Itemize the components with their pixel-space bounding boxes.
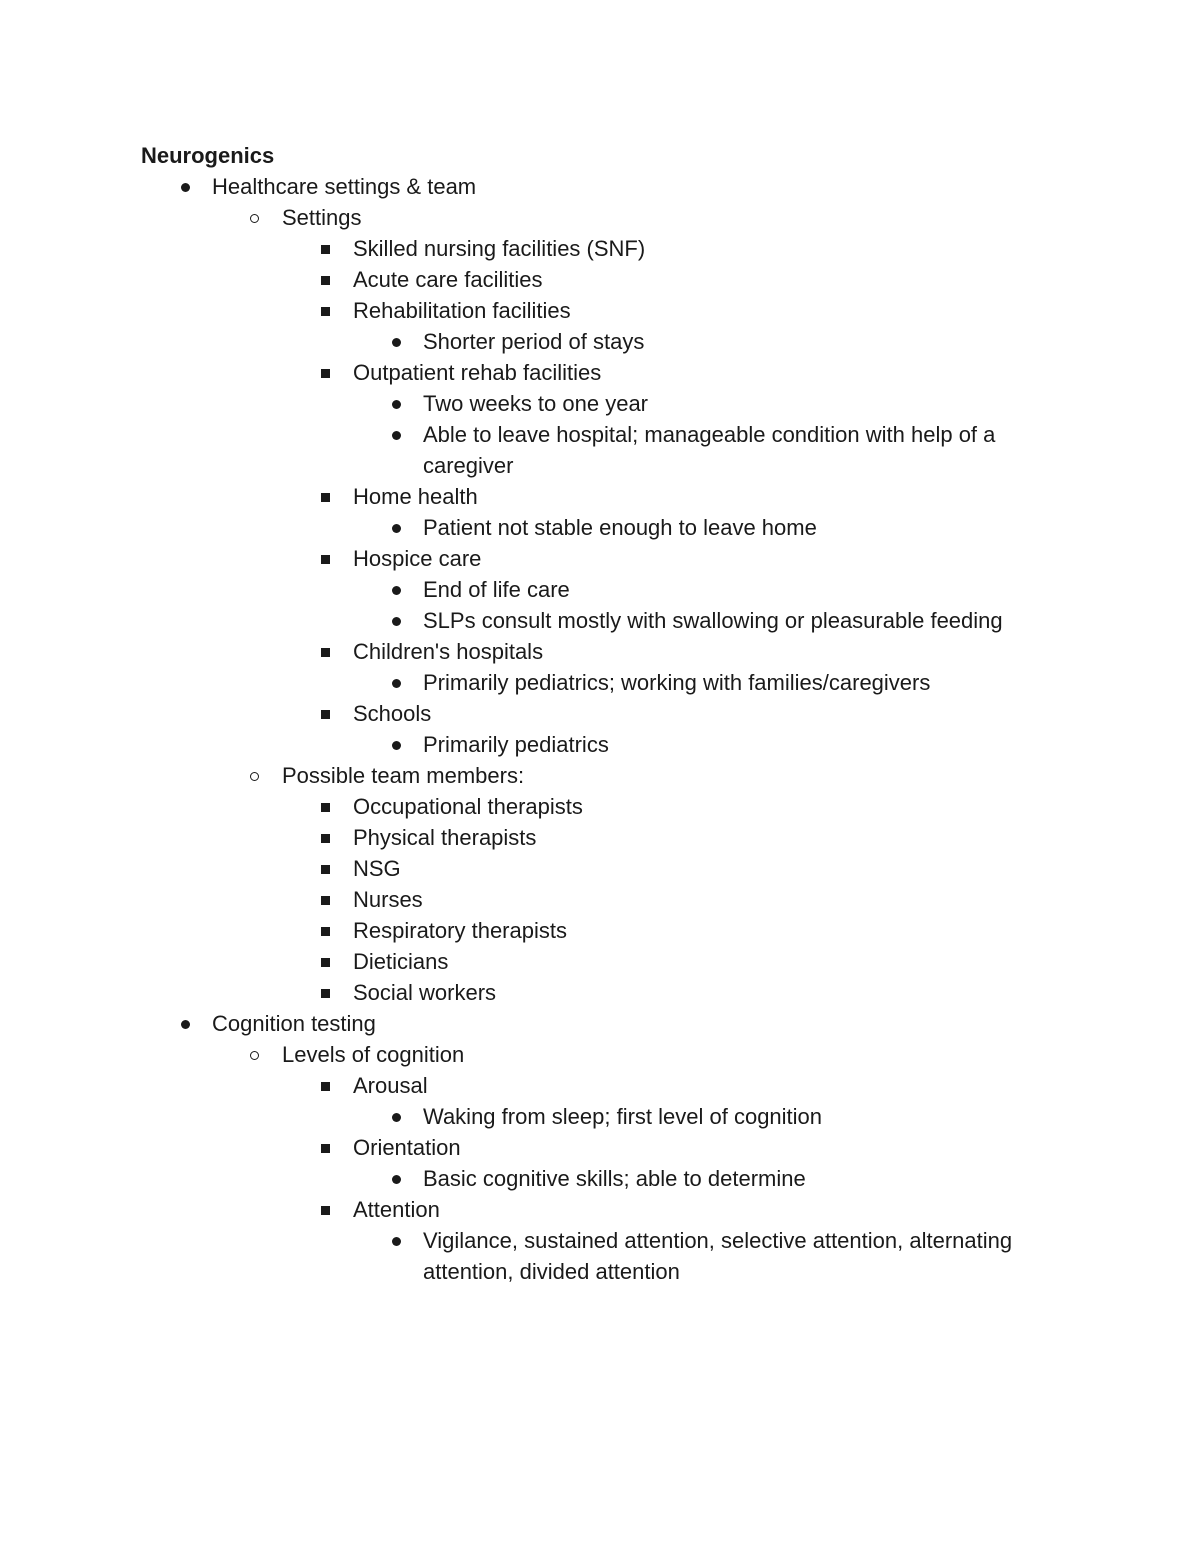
note-item [141,419,1071,481]
list-item-text: Respiratory therapists [353,918,567,943]
bullet-square-icon [319,977,331,1008]
list-item [141,1132,1071,1163]
bullet-square-icon [319,822,331,853]
list-item-text: Children's hospitals [353,639,544,664]
group-item-text: Settings [282,205,362,230]
note-item-text: Primarily pediatrics; working with families/caregivers [423,670,931,695]
group-item [141,202,1071,233]
bullet-square-icon [319,1132,331,1163]
list-item-text: Dieticians [353,949,449,974]
note-item-text: Shorter period of stays [423,329,645,354]
bullet-disc-icon [391,388,403,419]
bullet-square-icon [319,295,331,326]
note-item-text: Primarily pediatrics [423,732,609,757]
note-item [141,1225,1071,1287]
bullet-disc-icon [180,1008,192,1039]
group-item [141,760,1071,791]
bullet-square-icon [319,357,331,388]
list-item [141,357,1071,388]
note-item [141,729,1071,760]
list-item [141,822,1071,853]
section-item-text: Cognition testing [212,1011,376,1036]
note-item-text: Patient not stable enough to leave home [423,515,817,540]
list-item [141,233,1071,264]
list-item [141,543,1071,574]
list-item-text: Home health [353,484,478,509]
list-item [141,977,1071,1008]
list-item-text: Occupational therapists [353,794,583,819]
note-item-text: Vigilance, sustained attention, selective attention, alternating attention, divided attention [423,1228,1013,1284]
bullet-square-icon [319,915,331,946]
bullet-square-icon [319,853,331,884]
note-item [141,605,1071,636]
list-item [141,698,1071,729]
bullet-square-icon [319,791,331,822]
note-item [141,326,1071,357]
list-item [141,915,1071,946]
list-item-text: Social workers [353,980,497,1005]
note-item-text: Waking from sleep; first level of cognition [423,1104,823,1129]
list-item [141,264,1071,295]
list-item-text: Rehabilitation facilities [353,298,571,323]
group-item [141,1039,1071,1070]
note-item [141,574,1071,605]
bullet-square-icon [319,543,331,574]
note-item [141,667,1071,698]
bullet-disc-icon [391,326,403,357]
list-item [141,791,1071,822]
list-item-text: NSG [353,856,401,881]
bullet-square-icon [319,233,331,264]
note-item [141,1101,1071,1132]
bullet-square-icon [319,946,331,977]
bullet-square-icon [319,1070,331,1101]
note-item [141,1163,1071,1194]
bullet-square-icon [319,698,331,729]
note-item-text: End of life care [423,577,570,602]
list-item-text: Schools [353,701,432,726]
bullet-square-icon [319,481,331,512]
list-item-text: Nurses [353,887,423,912]
list-item-text: Physical therapists [353,825,537,850]
section-item-text: Healthcare settings & team [212,174,477,199]
outline-list [141,171,1071,1287]
list-item [141,946,1071,977]
group-item-text: Levels of cognition [282,1042,465,1067]
bullet-square-icon [319,884,331,915]
section-item [141,1008,1071,1039]
list-item-text: Skilled nursing facilities (SNF) [353,236,646,261]
bullet-square-icon [319,264,331,295]
list-item-text: Acute care facilities [353,267,543,292]
bullet-disc-icon [391,729,403,760]
bullet-circle-icon [249,202,261,233]
note-item [141,512,1071,543]
list-item [141,884,1071,915]
document-body [141,140,1071,1287]
list-item-text: Attention [353,1197,440,1222]
bullet-disc-icon [391,512,403,543]
note-item [141,388,1071,419]
note-item-text: Able to leave hospital; manageable condition with help of a caregiver [423,422,996,478]
bullet-disc-icon [391,1163,403,1194]
list-item [141,853,1071,884]
bullet-disc-icon [391,1101,403,1132]
list-item [141,1070,1071,1101]
bullet-disc-icon [180,171,192,202]
bullet-square-icon [319,636,331,667]
list-item-text: Arousal [353,1073,428,1098]
group-item-text: Possible team members: [282,763,525,788]
note-item-text: Basic cognitive skills; able to determine [423,1166,806,1191]
document-title: Neurogenics [141,143,275,168]
section-item [141,171,1071,202]
note-item-text: SLPs consult mostly with swallowing or pleasurable feeding [423,608,1003,633]
bullet-circle-icon [249,760,261,791]
bullet-disc-icon [391,1225,403,1256]
list-item [141,481,1071,512]
note-item-text: Two weeks to one year [423,391,649,416]
bullet-circle-icon [249,1039,261,1070]
list-item [141,1194,1071,1225]
bullet-disc-icon [391,574,403,605]
list-item-text: Outpatient rehab facilities [353,360,602,385]
list-item-text: Orientation [353,1135,461,1160]
list-item-text: Hospice care [353,546,482,571]
bullet-disc-icon [391,419,403,450]
list-item [141,295,1071,326]
bullet-square-icon [319,1194,331,1225]
bullet-disc-icon [391,667,403,698]
list-item [141,636,1071,667]
bullet-disc-icon [391,605,403,636]
